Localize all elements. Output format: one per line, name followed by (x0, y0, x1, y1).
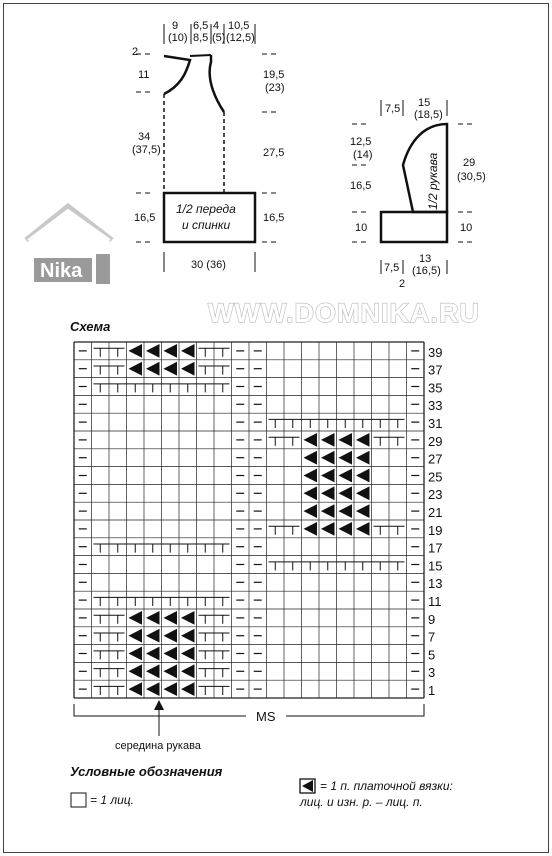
row-number: 15 (428, 558, 443, 574)
garter-triangle (339, 504, 353, 518)
top-width-4b: (12,5) (226, 32, 255, 44)
garter-triangle (304, 522, 318, 536)
sleeve-top-15: 15 (418, 97, 431, 109)
ms-bracket (74, 704, 424, 724)
legend-title: Условные обозначения (70, 764, 223, 779)
right-label-23: (23) (265, 82, 285, 94)
garter-triangle (321, 469, 335, 483)
garter-triangle (339, 433, 353, 447)
row-number: 29 (428, 433, 443, 449)
legend-garter-1: = 1 п. платочной вязки: (320, 779, 453, 793)
top-width-4: 10,5 (228, 20, 250, 32)
sleeve-label: 1/2 рукава (426, 152, 440, 210)
garter-triangle (321, 504, 335, 518)
left-label-37: (37,5) (132, 144, 161, 156)
stitch-chart (74, 342, 424, 698)
row-number: 27 (428, 451, 443, 467)
garter-triangle (129, 647, 143, 661)
center-arrow (115, 700, 202, 752)
garter-triangle (146, 629, 160, 643)
garter-triangle (181, 647, 195, 661)
row-number: 13 (428, 576, 443, 592)
garter-triangle (164, 664, 178, 678)
garter-triangle (339, 451, 353, 465)
garter-triangle (356, 469, 370, 483)
right-label-16r: 16,5 (263, 212, 285, 224)
legend-garter-2: лиц. и изн. р. – лиц. п. (300, 795, 423, 809)
sleeve-left-16: 16,5 (350, 180, 372, 192)
garter-triangle (304, 433, 318, 447)
bottom-width: 30 (36) (191, 259, 226, 271)
row-number: 25 (428, 469, 443, 485)
top-width-2: 6,5 (193, 20, 209, 32)
right-label-27: 27,5 (263, 147, 285, 159)
garter-triangle (164, 611, 178, 625)
body-label-1: 1/2 переда (176, 202, 236, 216)
garter-triangle (339, 469, 353, 483)
garter-triangle (304, 469, 318, 483)
garter-triangle (304, 486, 318, 500)
row-number: 23 (428, 487, 443, 503)
arrow-label: середина рукава (115, 740, 201, 752)
logo-text: Nika (40, 260, 83, 282)
garter-triangle (129, 362, 143, 376)
garter-triangle (356, 486, 370, 500)
left-label-16: 16,5 (134, 212, 156, 224)
garter-triangle (356, 433, 370, 447)
sleeve-right-29: 29 (463, 157, 476, 169)
garter-triangle (146, 611, 160, 625)
garter-triangle (129, 629, 143, 643)
left-label-11: 11 (138, 69, 150, 81)
sleeve-bottom-13: 13 (419, 253, 432, 265)
sleeve-left-12: 12,5 (350, 136, 372, 148)
top-width-3b: (5) (212, 32, 226, 44)
garter-triangle (146, 344, 160, 358)
garter-triangle (181, 629, 195, 643)
sleeve-right-10: 10 (460, 222, 473, 234)
sleeve-right-30: (30,5) (457, 171, 486, 183)
row-number: 7 (428, 629, 436, 645)
left-label-34: 34 (138, 131, 151, 143)
row-number: 1 (428, 683, 436, 698)
row-number: 17 (428, 540, 443, 556)
body-schematic (132, 20, 285, 272)
row-number: 33 (428, 398, 443, 414)
top-width-1b: (10) (168, 32, 188, 44)
row-numbers (428, 345, 442, 698)
garter-triangle (146, 664, 160, 678)
right-label-19: 19,5 (263, 69, 285, 81)
watermark-url: WWW.DOMNIKA.RU (208, 298, 480, 328)
garter-triangle (321, 433, 335, 447)
body-label-2: и спинки (182, 218, 231, 232)
row-number: 35 (428, 380, 443, 396)
sleeve-left-14: (14) (353, 149, 373, 161)
garter-triangle (321, 486, 335, 500)
ms-label: MS (256, 709, 276, 724)
top-width-1: 9 (172, 20, 179, 32)
sleeve-left-10: 10 (355, 222, 368, 234)
garter-triangle (304, 504, 318, 518)
sleeve-bottom-2: 2 (399, 278, 406, 290)
row-number: 19 (428, 522, 443, 538)
left-label-2: 2 (132, 46, 139, 58)
garter-triangle (356, 504, 370, 518)
top-width-3: 4 (213, 20, 220, 32)
row-number: 9 (428, 611, 436, 627)
garter-triangle (146, 362, 160, 376)
row-number: 39 (428, 344, 443, 360)
knit-symbol-icon (71, 793, 86, 807)
garter-triangle (129, 611, 143, 625)
row-number: 3 (428, 665, 436, 681)
sleeve-top-18: (18,5) (414, 109, 443, 121)
garter-triangle (339, 522, 353, 536)
garter-triangle (304, 451, 318, 465)
garter-triangle (129, 344, 143, 358)
top-width-2b: 8,5 (193, 32, 209, 44)
garter-triangle (356, 522, 370, 536)
garter-triangle (129, 664, 143, 678)
row-number: 21 (428, 505, 443, 520)
row-number: 5 (428, 647, 436, 663)
garter-triangle (129, 682, 143, 696)
garter-triangle (339, 486, 353, 500)
garter-triangle (321, 451, 335, 465)
row-number: 37 (428, 362, 443, 378)
chart-title: Схема (70, 319, 111, 334)
garter-triangle (164, 647, 178, 661)
row-number: 11 (428, 594, 442, 609)
sleeve-schematic (350, 97, 486, 290)
garter-triangle (181, 611, 195, 625)
garter-triangle (181, 664, 195, 678)
garter-triangle (146, 682, 160, 696)
sleeve-bottom-7: 7,5 (384, 262, 400, 274)
garter-triangle (181, 682, 195, 696)
garter-triangle (321, 522, 335, 536)
garter-triangle (164, 344, 178, 358)
garter-triangle (146, 647, 160, 661)
garter-triangle (164, 362, 178, 376)
row-number: 31 (428, 416, 443, 431)
legend-knit: = 1 лиц. (90, 793, 134, 807)
garter-triangle (181, 362, 195, 376)
sleeve-bottom-16: (16,5) (412, 265, 441, 277)
garter-triangle (356, 451, 370, 465)
garter-triangle (164, 629, 178, 643)
garter-triangle (181, 344, 195, 358)
garter-triangle (164, 682, 178, 696)
sleeve-top-7: 7,5 (385, 103, 401, 115)
